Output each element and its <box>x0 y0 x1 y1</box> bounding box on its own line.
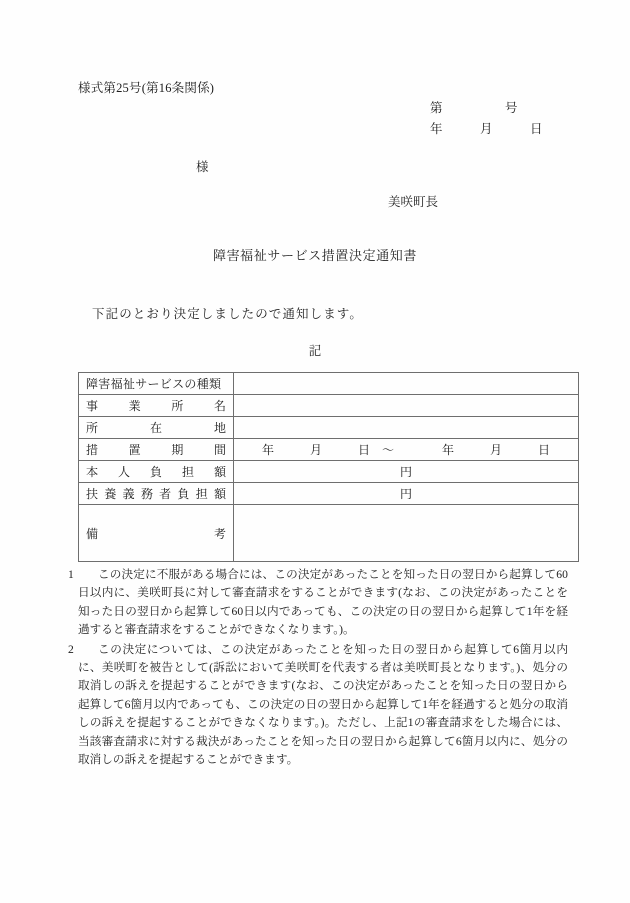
row-value-field[interactable] <box>234 395 579 417</box>
footnotes <box>68 566 568 770</box>
row-value-field[interactable]: 年 月 日 〜 年 月 日 <box>234 439 579 461</box>
document-number-line: 第 号 <box>430 101 518 115</box>
page-title: 障害福祉サービス措置決定通知書 <box>212 248 417 263</box>
row-label <box>79 461 234 483</box>
decision-details-table <box>78 372 579 562</box>
row-value-field[interactable] <box>234 373 579 395</box>
addressee-honorific: 様 <box>196 160 209 174</box>
row-label <box>79 417 234 439</box>
row-label-text: 所 在 地 <box>86 421 226 435</box>
issuer-name: 美咲町長 <box>388 195 439 209</box>
row-value-field[interactable] <box>234 417 579 439</box>
footnote-item <box>68 641 568 770</box>
row-value-field[interactable]: 円 <box>234 483 579 505</box>
footnote-text: この決定については、この決定があったことを知った日の翌日から起算して6箇月以内に、美咲町を被告として(訴訟において美咲町を代表する者は美咲町長となります。)、処分の取消しの訴えを提起することができます(なお、この決定があったことを知った日の翌日から起算して6箇月以内であっても、この決定の日の翌日から起算して1年を経過すると処分の取消しの訴えを提起することができなくなります。)。ただし、上記1の審査請求をした場合には、当該審査請求に対する裁決があったことを知った日の翌日から起算して6箇月以内に、処分の取消しの訴えを提起することができます。 <box>78 642 568 767</box>
row-label-text: 備 考 <box>86 526 226 541</box>
row-label-text: 事 業 所 名 <box>86 399 226 413</box>
form-number: 様式第25号(第16条関係) <box>78 81 215 95</box>
row-label <box>79 505 234 562</box>
row-value-field[interactable]: 円 <box>234 461 579 483</box>
row-label-text: 措 置 期 間 <box>86 443 226 457</box>
row-label-text: 扶 養 義 務 者 負 担 額 <box>86 487 226 501</box>
table-row <box>79 373 579 395</box>
row-value-field[interactable] <box>234 505 579 562</box>
table-row <box>79 395 579 417</box>
table-row <box>79 417 579 439</box>
ki-mark: 記 <box>308 344 322 358</box>
table-body <box>79 373 579 562</box>
row-label <box>79 373 234 395</box>
footnote-number: 2 <box>68 642 74 656</box>
document-date-line: 年 月 日 <box>430 122 543 136</box>
footnote-item <box>68 566 568 640</box>
table-row <box>79 483 579 505</box>
table-row <box>79 439 579 461</box>
footnote-text: この決定に不服がある場合には、この決定があったことを知った日の翌日から起算して60日以内に、美咲町長に対して審査請求をすることができます(なお、この決定があったことを知った日の翌日から起算して60日以内であっても、この決定の日の翌日から起算して1年を経過すると審査請求をすることができなくなります。)。 <box>78 568 568 637</box>
table-row <box>79 461 579 483</box>
notice-sentence: 下記のとおり決定しましたので通知します。 <box>92 307 364 321</box>
table-row <box>79 505 579 562</box>
footnote-number: 1 <box>68 568 74 581</box>
row-label-text: 本 人 負 担 額 <box>86 465 226 479</box>
row-label <box>79 483 234 505</box>
row-label-text: 障害福祉サービスの種類 <box>86 377 222 391</box>
row-label <box>79 395 234 417</box>
row-label <box>79 439 234 461</box>
